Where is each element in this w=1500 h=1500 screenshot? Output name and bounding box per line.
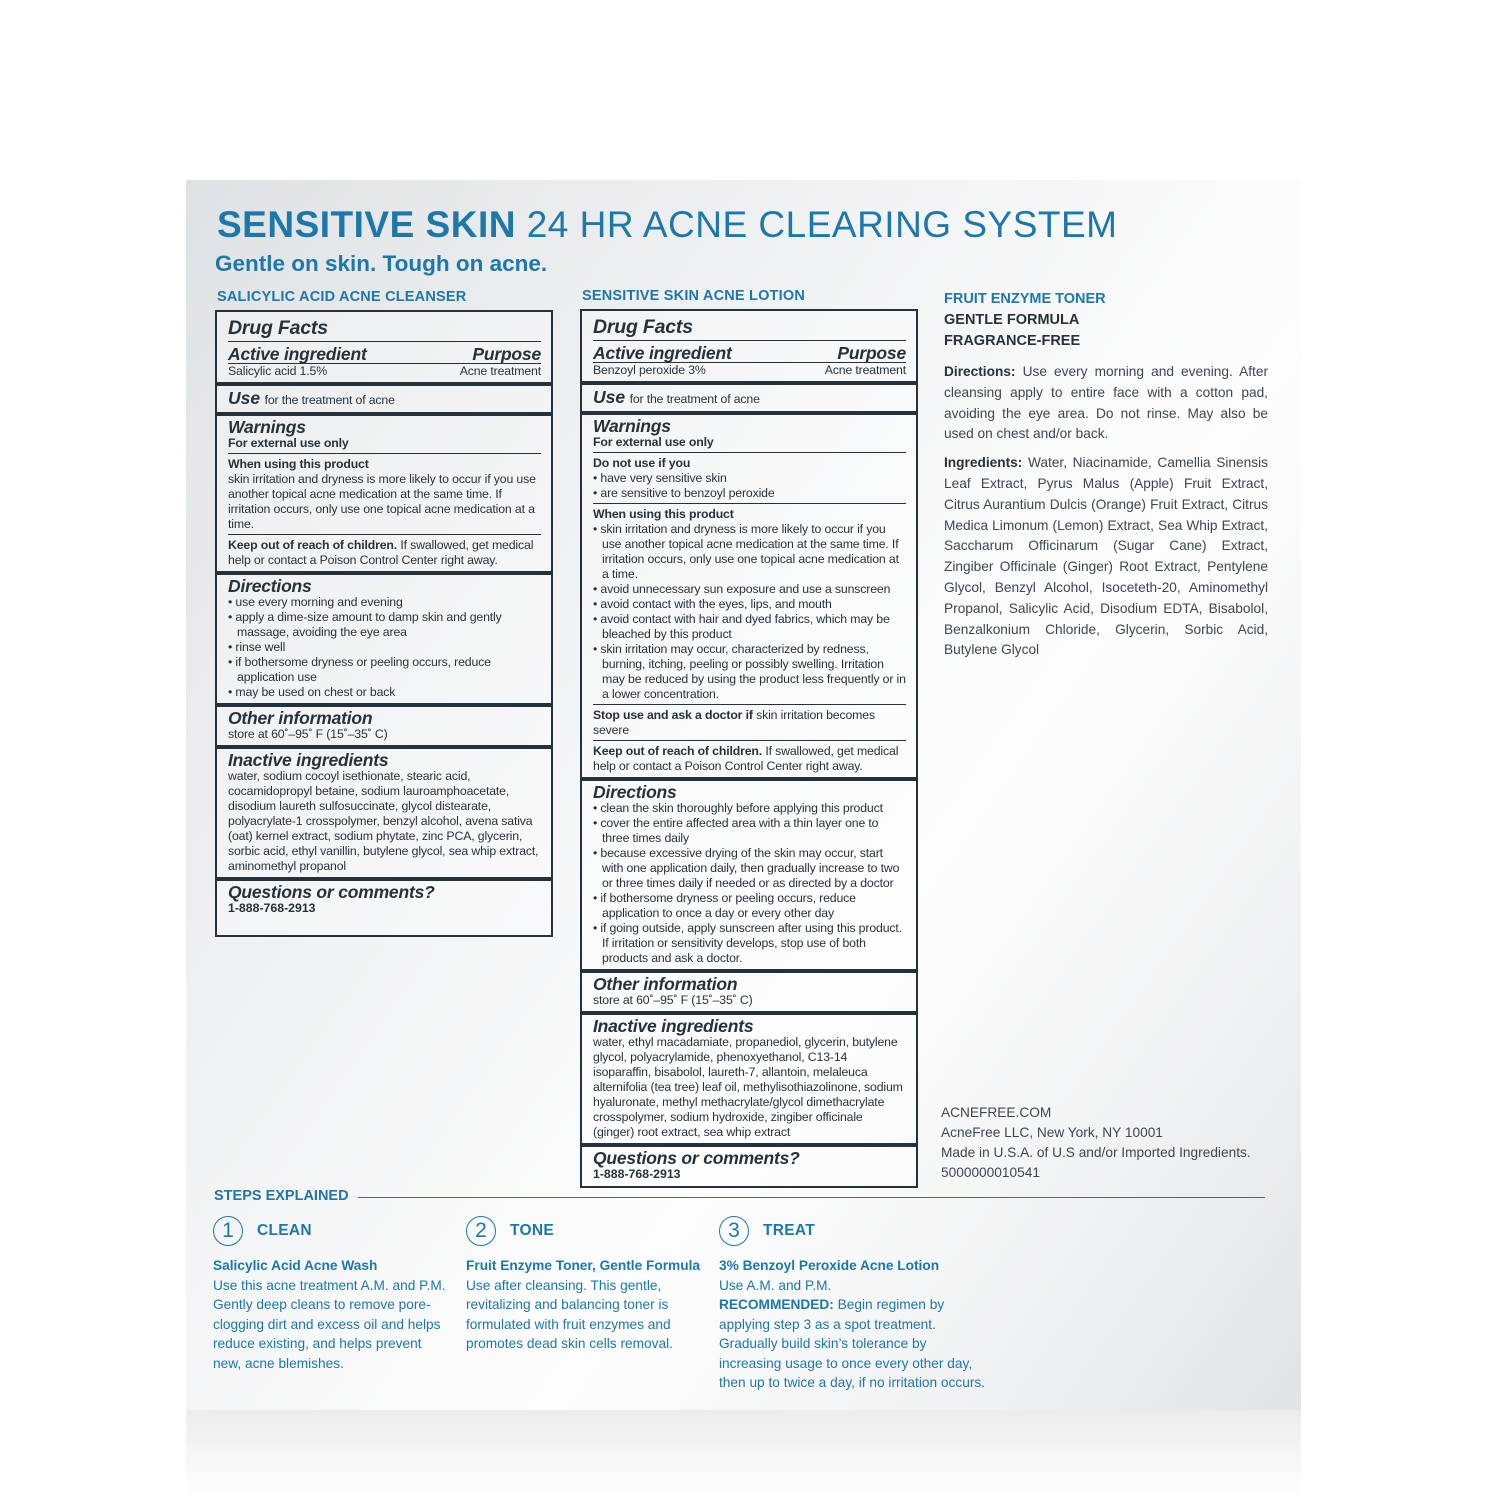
lotion-header: SENSITIVE SKIN ACNE LOTION — [582, 288, 805, 304]
direction-item: • may be used on chest or back — [228, 685, 541, 700]
keep-out-label: Keep out of reach of children. — [228, 538, 398, 552]
direction-item: • if bothersome dryness or peeling occurs, reduce application to once a day or every other day — [593, 891, 906, 921]
active-ingredient: Salicylic acid 1.5% — [228, 364, 327, 378]
phone-number: 1-888-768-2913 — [228, 901, 316, 915]
directions-label: Directions — [228, 576, 312, 596]
step-text: Use after cleansing. This gentle, revitalizing and balancing toner is formulated with fruit enzymes and promotes dead skin cells removal. — [466, 1277, 673, 1351]
keep-out-label: Keep out of reach of children. — [593, 744, 763, 758]
when-using-item: • skin irritation and dryness is more likely to occur if you use another topical acne medication at the same time. If irritation occurs, only use one topical acne medication at a time. — [593, 522, 906, 582]
steps-title: STEPS EXPLAINED — [214, 1188, 349, 1204]
active-ingredient-label: Active ingredient — [228, 344, 367, 364]
company-info — [941, 1103, 1251, 1183]
direction-item: • use every morning and evening — [228, 595, 541, 610]
other-info-text: store at 60˚–95˚ F (15˚–35˚ C) — [228, 727, 388, 741]
purpose: Acne treatment — [824, 363, 906, 377]
step-text: Use A.M. and P.M. — [719, 1277, 832, 1293]
other-info-label: Other information — [228, 708, 373, 728]
use-label: Use — [593, 387, 626, 407]
use-text: for the treatment of acne — [264, 393, 395, 407]
cleanser-drug-facts — [215, 310, 553, 937]
direction-item: • apply a dime-size amount to damp skin and gently massage, avoiding the eye area — [228, 610, 541, 640]
when-using-item: • avoid unnecessary sun exposure and use a sunscreen — [593, 582, 906, 597]
when-using-item: • avoid contact with hair and dyed fabrics, which may be bleached by this product — [593, 612, 906, 642]
keep-out-text: If swallowed, get medical help or contact a Poison Control Center right away. — [228, 538, 534, 567]
direction-item: • cover the entire affected area with a thin layer one to three times daily — [593, 816, 906, 846]
other-info-label: Other information — [593, 974, 738, 994]
cleanser-header: SALICYLIC ACID ACNE CLEANSER — [217, 289, 467, 305]
step-product: 3% Benzoyl Peroxide Acne Lotion — [719, 1258, 940, 1273]
step-product: Fruit Enzyme Toner, Gentle Formula — [466, 1258, 700, 1273]
toner-ingredients — [944, 453, 1268, 661]
warnings-label: Warnings — [593, 416, 671, 436]
toner-directions-text: Use every morning and evening. After cleansing apply to entire face with a cotton pad, avoiding the eye area. Do not rinse. May also be used on chest and/or back. — [944, 364, 1268, 442]
drug-facts-title: Drug Facts — [593, 316, 693, 338]
step-number-circle: 3 — [719, 1216, 749, 1246]
recommended-label: RECOMMENDED: — [719, 1297, 834, 1312]
use-text: for the treatment of acne — [629, 392, 760, 406]
purpose-label: Purpose — [837, 343, 906, 363]
purpose: Acne treatment — [459, 364, 541, 378]
tagline: Gentle on skin. Tough on acne. — [215, 251, 548, 276]
product-code: 5000000010541 — [941, 1165, 1040, 1180]
stop-use-label: Stop use and ask a doctor if — [593, 708, 753, 722]
inactive-text: water, ethyl macadamiate, propanediol, glycerin, butylene glycol, polyacrylamide, phenoxyethanol, C13-14 isoparaffin, bisabolol, laureth-7, allantoin, melaleuca alternifolia (tea tree) leaf oil, methylisothiazolinone, sodium hyaluronate, methyl methacrylate/glycol dimethacrylate crosspolymer, sodium hydroxide, zingiber officinale (ginger) root extract, sea whip extract — [593, 1035, 903, 1139]
direction-item: • because excessive drying of the skin may occur, start with one application daily, then gradually increase to two or three times daily if needed or as directed by a doctor — [593, 846, 906, 891]
use-label: Use — [228, 388, 261, 408]
questions-label: Questions or comments? — [228, 882, 435, 902]
phone-number: 1-888-768-2913 — [593, 1167, 681, 1181]
lotion-drug-facts — [580, 309, 918, 1188]
step-product: Salicylic Acid Acne Wash — [213, 1258, 378, 1273]
inactive-label: Inactive ingredients — [228, 750, 389, 770]
directions-label: Directions — [593, 782, 677, 802]
questions-label: Questions or comments? — [593, 1148, 800, 1168]
when-using-label: When using this product — [228, 457, 369, 471]
step-text: Use this acne treatment A.M. and P.M. Gently deep cleans to remove pore-clogging dirt and excess oil and helps reduce existing, and helps prevent new, acne blemishes. — [213, 1277, 446, 1371]
step-number-circle: 2 — [466, 1216, 496, 1246]
page-title: SENSITIVE SKIN 24 HR ACNE CLEARING SYSTEM — [217, 204, 1118, 245]
when-using-label: When using this product — [593, 507, 734, 521]
direction-item: • if bothersome dryness or peeling occurs, reduce application use — [228, 655, 541, 685]
warnings-label: Warnings — [228, 417, 306, 437]
step-tone — [466, 1215, 700, 1354]
package-shadow — [186, 1410, 1301, 1500]
steps-divider — [358, 1197, 1265, 1198]
when-using-item: • skin irritation may occur, characterized by redness, burning, itching, peeling or possibly swelling. Irritation may be reduced by using the product less frequently or in a lower concentration. — [593, 642, 906, 702]
step-name: TREAT — [763, 1222, 816, 1239]
step-name: CLEAN — [257, 1222, 312, 1239]
toner-directions — [944, 362, 1268, 445]
website: ACNEFREE.COM — [941, 1105, 1052, 1120]
other-info-text: store at 60˚–95˚ F (15˚–35˚ C) — [593, 993, 753, 1007]
step-treat — [719, 1215, 989, 1393]
when-using-item: • avoid contact with the eyes, lips, and mouth — [593, 597, 906, 612]
external-use: For external use only — [593, 435, 714, 449]
direction-item: • if going outside, apply sunscreen after using this product. If irritation or sensitivity develops, stop use of both products and ask a doctor. — [593, 921, 906, 966]
toner-ingredients-text: Water, Niacinamide, Camellia Sinensis Leaf Extract, Pyrus Malus (Apple) Fruit Extract, Citrus Aurantium Dulcis (Orange) Fruit Extract, Citrus Medica Limonum (Lemon) Extract, Sea Whip Extract, Saccharum Officinarum (Sugar Cane) Extract, Zingiber Officinale (Ginger) Root Extract, Pentylene Glycol, Benzyl Alcohol, Isoceteth-20, Aminomethyl Propanol, Salicylic Acid, Disodium EDTA, Bisabolol, Benzalkonium Chloride, Glycerin, Sorbic Acid, Butylene Glycol — [944, 455, 1268, 658]
do-not-use-item: • have very sensitive skin — [593, 471, 906, 486]
step-name: TONE — [510, 1222, 554, 1239]
toner-subheader: FRAGRANCE-FREE — [944, 333, 1081, 349]
toner-header: FRUIT ENZYME TONER — [944, 291, 1106, 307]
stop-use-text: skin irritation becomes severe — [593, 708, 875, 737]
purpose-label: Purpose — [472, 344, 541, 364]
made-in: Made in U.S.A. of U.S and/or Imported Ingredients. — [941, 1145, 1251, 1160]
company-address: AcneFree LLC, New York, NY 10001 — [941, 1125, 1163, 1140]
toner-column — [944, 289, 1268, 661]
toner-directions-label: Directions: — [944, 364, 1016, 379]
keep-out-text: If swallowed, get medical help or contact a Poison Control Center right away. — [593, 744, 899, 773]
do-not-use-label: Do not use if you — [593, 456, 691, 470]
direction-item: • clean the skin thoroughly before applying this product — [593, 801, 906, 816]
external-use: For external use only — [228, 436, 349, 450]
toner-subheader: GENTLE FORMULA — [944, 312, 1080, 328]
drug-facts-title: Drug Facts — [228, 317, 328, 339]
direction-item: • rinse well — [228, 640, 541, 655]
active-ingredient: Benzoyl peroxide 3% — [593, 363, 706, 377]
toner-ingredients-label: Ingredients: — [944, 455, 1023, 471]
recommended-text: Begin regimen by applying step 3 as a spot treatment. Gradually build skin’s tolerance by increasing usage to once every other day, then up to twice a day, if no irritation occurs. — [719, 1297, 986, 1390]
active-ingredient-label: Active ingredient — [593, 343, 732, 363]
inactive-text: water, sodium cocoyl isethionate, stearic acid, cocamidopropyl betaine, sodium lauroamphoacetate, disodium laureth sulfosuccinate, glycol distearate, polyacrylate-1 crosspolymer, benzyl alcohol, avena sativa (oat) kernel extract, sodium phytate, zinc PCA, glycerin, sorbic acid, ethyl vanillin, butylene glycol, sea whip extract, aminomethyl propanol — [228, 769, 539, 873]
inactive-label: Inactive ingredients — [593, 1016, 754, 1036]
when-using-text: skin irritation and dryness is more likely to occur if you use another topical acne medication at the same time. If irritation occurs, only use one topical acne medication at a time. — [228, 472, 536, 531]
step-number-circle: 1 — [213, 1216, 243, 1246]
do-not-use-item: • are sensitive to benzoyl peroxide — [593, 486, 906, 501]
step-clean — [213, 1215, 448, 1373]
